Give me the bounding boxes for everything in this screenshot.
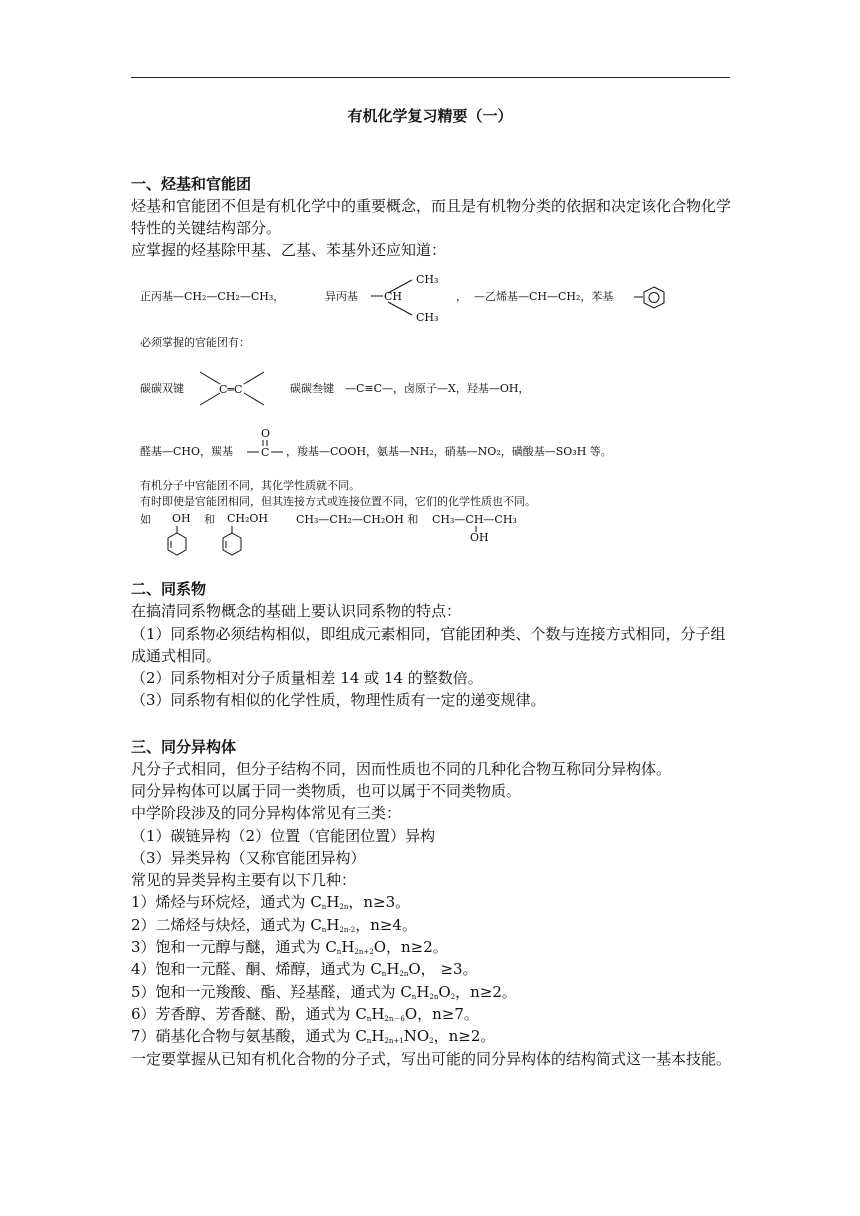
section-2-item-2: （2）同系物相对分子质量相差 14 或 14 的整数倍。 [131, 669, 483, 687]
svg-text:CH₂OH: CH₂OH [227, 512, 269, 525]
isomer-type-3: 3）饱和一元醇与醚，通式为 $C_nH_{2n+2}O$，n≥2。 [131, 938, 448, 956]
note-2: 有时即使是官能团相同，但其连接方式或连接位置不同，它们的化学性质也不同。 [140, 495, 536, 508]
note-1: 有机分子中官能团不同，其化学性质就不同。 [140, 479, 360, 492]
must-know-label: 必须掌握的官能团有： [140, 336, 250, 349]
svg-text:OH: OH [470, 531, 489, 544]
section-1-heading: 一、烃基和官能团 [131, 175, 252, 193]
isopropyl-label: 异丙基 [325, 290, 358, 303]
section-3-heading: 三、同分异构体 [131, 738, 237, 756]
isomer-type-2: 2）二烯烃与炔烃，通式为 $C_nH_{2n-2}$，n≥4。 [131, 916, 417, 934]
benzene-ring-icon [634, 287, 664, 308]
svg-text:，: ， [456, 290, 467, 303]
other-groups: ，羧基—COOH，氨基—NH₂，硝基—NO₂，磺酸基—SO₃H 等。 [286, 445, 612, 458]
section-3-p5: （3）异类异构（又称官能团异构） [131, 849, 366, 867]
section-2-item-1: （1）同系物必须结构相似，即组成元素相同，官能团种类、个数与连接方式相同，分子组成通式相同。 [131, 625, 726, 665]
isopropyl-ch3-bottom: CH₃ [416, 311, 439, 324]
section-3-p1: 凡分子式相同，但分子结构不同，因而性质也不同的几种化合物互称同分异构体。 [131, 760, 672, 778]
propyl-formula: 正丙基—CH₂—CH₂—CH₃， [140, 290, 285, 303]
svg-text:OH: OH [172, 512, 191, 525]
section-3-p6: 常见的异类异构主要有以下几种： [131, 871, 357, 889]
vinyl-phenyl-text: —乙烯基—CH—CH₂，苯基 [474, 290, 614, 303]
isopropyl-ch: CH [384, 290, 403, 303]
cc-triple-etc: 碳碳叁键 —C≡C—，卤原子—X，羟基—OH， [290, 382, 530, 395]
section-2-heading: 二、同系物 [131, 580, 207, 598]
section-2-item-3: （3）同系物有相似的化学性质，物理性质有一定的递变规律。 [131, 691, 546, 709]
isopropyl-ch3-top: CH₃ [416, 273, 439, 286]
isopropanol-structure [432, 513, 517, 544]
cc-double-bond-structure [200, 372, 264, 405]
section-3-p4: （1）碳链异构（2）位置（官能团位置）异构 [131, 827, 436, 845]
section-1-lead: 应掌握的烃基除甲基、乙基、苯基外还应知道： [131, 241, 447, 259]
cc-double-label: 碳碳双键 [140, 382, 184, 395]
svg-text:O: O [261, 427, 271, 440]
svg-text:如: 如 [140, 513, 151, 526]
isomer-type-6: 6）芳香醇、芳香醚、酚，通式为 $C_nH_{2n-6}O$，n≥7。 [131, 1005, 479, 1023]
section-3-p3: 中学阶段涉及的同分异构体常见有三类： [131, 804, 402, 822]
section-1-paragraph: 烃基和官能团不但是有机化学中的重要概念，而且是有机物分类的依据和决定该化合物化学特性的关键结构部分。 [131, 197, 732, 237]
benzyl-alcohol-structure [223, 512, 268, 555]
isomer-type-4: 4）饱和一元醛、酮、烯醇，通式为 $C_nH_{2n}O$， ≥3。 [131, 960, 478, 978]
isomer-type-1: 1）烯烃与环烷烃，通式为 $C_nH_{2n}$，n≥3。 [131, 893, 411, 911]
phenol-structure [168, 512, 191, 555]
functional-groups-figure [0, 0, 860, 560]
svg-text:C═C: C═C [219, 383, 243, 396]
isomer-type-7: 7）硝基化合物与氨基酸，通式为 $C_nH_{2n+1}NO_2$，n≥2。 [131, 1027, 496, 1045]
propanol-formula: CH₃—CH₂—CH₂OH 和 [296, 513, 419, 526]
carbonyl-structure [247, 427, 283, 459]
svg-text:C: C [261, 446, 270, 459]
svg-text:CH₃—CH—CH₃: CH₃—CH—CH₃ [432, 513, 517, 526]
section-3-p2: 同分异构体可以属于同一类物质，也可以属于不同类物质。 [131, 782, 522, 800]
page-title: 有机化学复习精要（一） [347, 107, 513, 125]
aldehyde-carbonyl-label: 醛基—CHO，羰基 [140, 445, 234, 458]
isomer-type-5: 5）饱和一元羧酸、酯、羟基醛，通式为 $C_nH_{2n}O_2$，n≥2。 [131, 983, 517, 1001]
section-2-intro: 在搞清同系物概念的基础上要认识同系物的特点： [131, 602, 462, 620]
svg-text:和: 和 [204, 513, 215, 526]
section-3-closing: 一定要掌握从已知有机化合物的分子式，写出可能的同分异构体的结构简式这一基本技能。 [131, 1050, 732, 1068]
